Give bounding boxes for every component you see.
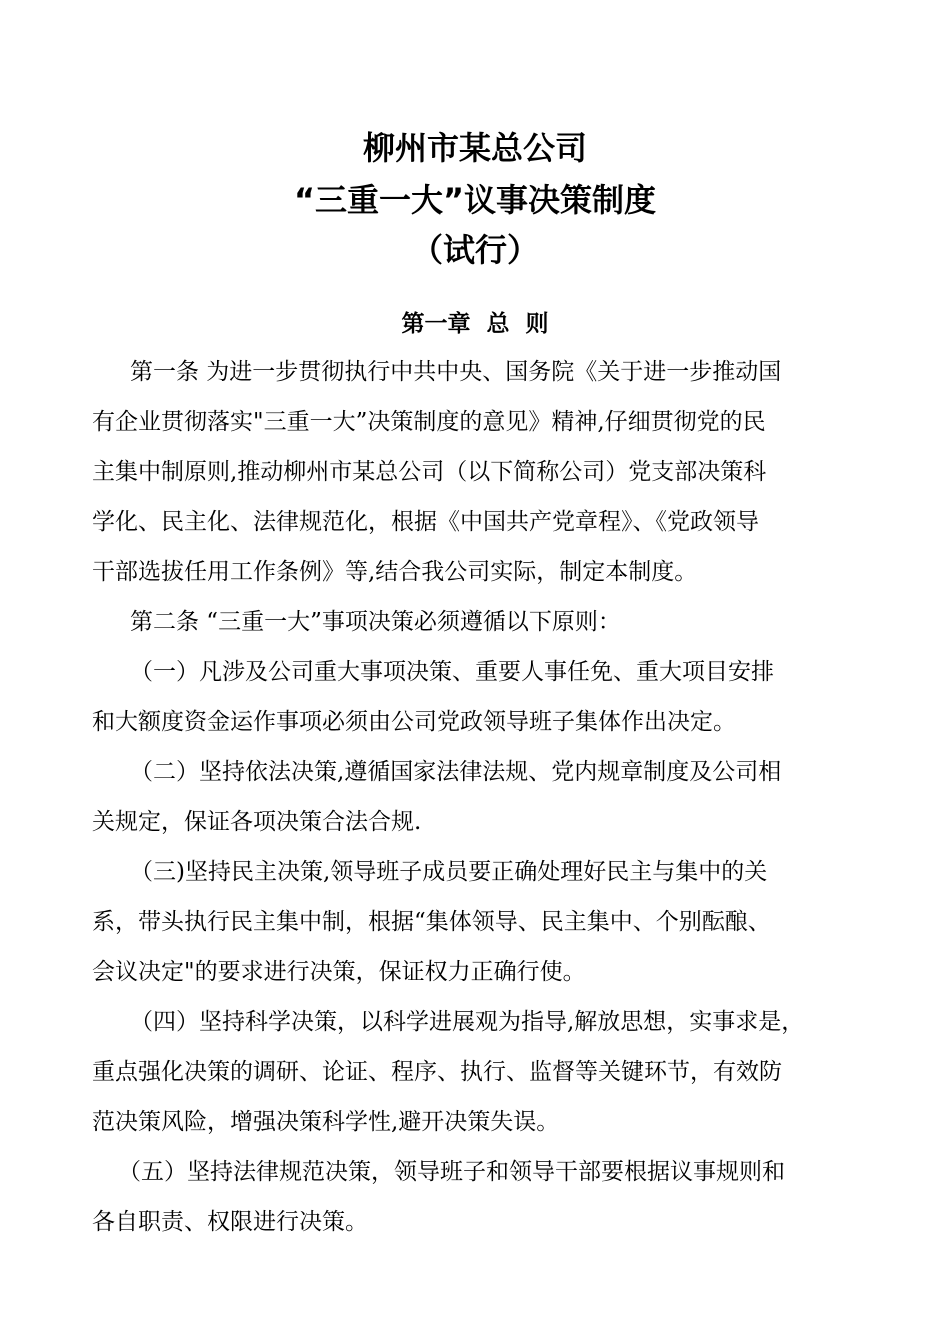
body-line: 第一条 为进一步贯彻执行中共中央、国务院《关于进一步推动国 xyxy=(130,359,782,385)
body-line: 第二条 “三重一大”事项决策必须遵循以下原则： xyxy=(130,609,621,635)
document-title-line-3: （试行） xyxy=(410,231,539,269)
body-line: 重点强化决策的调研、论证、程序、执行、监督等关键环节，有效防 xyxy=(92,1059,782,1085)
body-line: （四）坚持科学决策，以科学进展观为指导,解放思想，实事求是， xyxy=(130,1009,805,1035)
body-line: （一）凡涉及公司重大事项决策、重要人事任免、重大项目安排 xyxy=(130,659,774,685)
body-line: 干部选拔任用工作条例》等,结合我公司实际，制定本制度。 xyxy=(92,559,698,585)
body-line: （二）坚持依法决策,遵循国家法律法规、党内规章制度及公司相 xyxy=(130,759,782,785)
body-line: 有企业贯彻落实"三重一大”决策制度的意见》精神,仔细贯彻党的民 xyxy=(92,409,766,435)
chapter-heading: 第一章 总 则 xyxy=(401,311,549,337)
body-line: （三)坚持民主决策,领导班子成员要正确处理好民主与集中的关 xyxy=(130,859,768,885)
body-line: 系，带头执行民主集中制，根据“集体领导、民主集中、个别酝酿、 xyxy=(92,909,771,935)
body-line: 会议决定"的要求进行决策，保证权力正确行使。 xyxy=(92,959,586,985)
body-line: 各自职责、权限进行决策。 xyxy=(92,1209,368,1235)
document-title-line-1: 柳州市某总公司 xyxy=(362,129,587,167)
body-line: 和大额度资金运作事项必须由公司党政领导班子集体作出决定。 xyxy=(92,709,736,735)
document-title-line-2: “三重一大”议事决策制度 xyxy=(293,181,657,219)
body-line: 范决策风险，增强决策科学性,避开决策失误。 xyxy=(92,1109,560,1135)
body-line: （五）坚持法律规范决策，领导班子和领导干部要根据议事规则和 xyxy=(118,1159,785,1185)
body-line: 学化、民主化、法律规范化，根据《中国共产党章程》、《党政领导 xyxy=(92,509,759,535)
body-line: 关规定，保证各项决策合法合规. xyxy=(92,809,422,835)
body-line: 主集中制原则,推动柳州市某总公司（以下简称公司）党支部决策科 xyxy=(92,459,767,485)
